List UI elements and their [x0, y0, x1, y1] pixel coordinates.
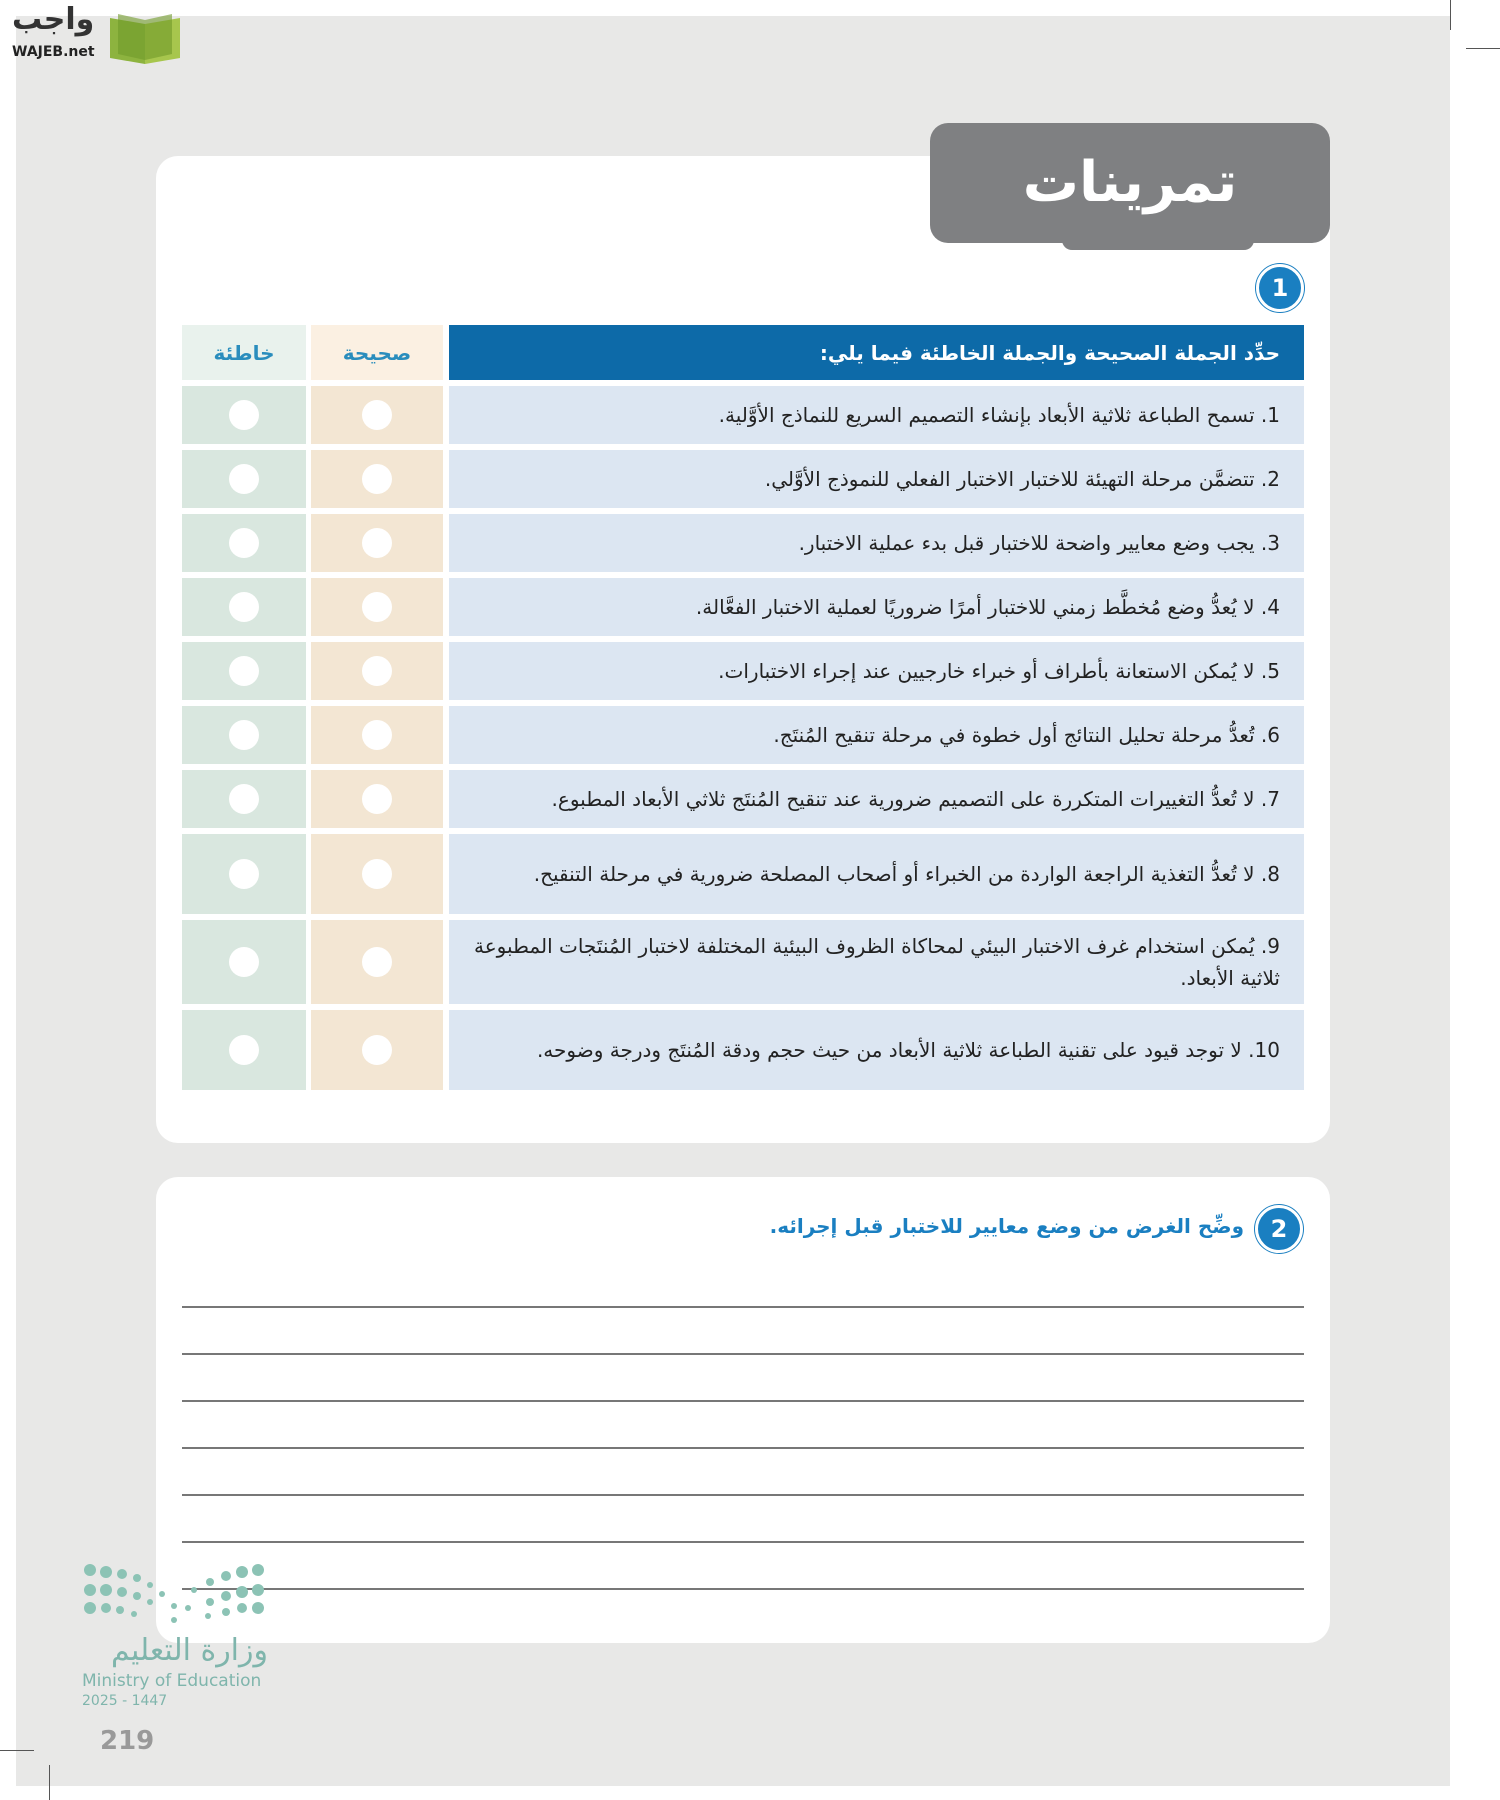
true-radio[interactable]: [362, 784, 392, 814]
exercise-2-card: [156, 1177, 1330, 1643]
year: 2025 - 1447: [82, 1693, 168, 1709]
wajeb-logo: [10, 2, 190, 66]
statement-text: 5. لا يُمكن الاستعانة بأطراف أو خبراء خارجيين عند إجراء الاختبارات.: [449, 642, 1304, 700]
exercise-1-badge: 1: [1256, 264, 1304, 312]
answer-line[interactable]: [182, 1541, 1304, 1543]
false-radio[interactable]: [229, 784, 259, 814]
answer-line[interactable]: [182, 1353, 1304, 1355]
ministry-name-en: Ministry of Education: [82, 1671, 262, 1691]
false-radio[interactable]: [229, 947, 259, 977]
false-radio[interactable]: [229, 400, 259, 430]
true-cell: [311, 1010, 443, 1090]
true-radio[interactable]: [362, 528, 392, 558]
page-number: 219: [100, 1726, 155, 1756]
false-cell: [182, 920, 306, 1004]
statement-text: 4. لا يُعدُّ وضع مُخطَّط زمني للاختبار أمرًا ضروريًا لعملية الاختبار الفعَّالة.: [449, 578, 1304, 636]
true-false-table: [182, 325, 1304, 1096]
answer-line[interactable]: [182, 1400, 1304, 1402]
true-cell: [311, 706, 443, 764]
true-radio[interactable]: [362, 1035, 392, 1065]
true-cell: [311, 834, 443, 914]
answer-line[interactable]: [182, 1588, 1304, 1590]
true-cell: [311, 578, 443, 636]
false-cell: [182, 834, 306, 914]
statement-row: [182, 834, 1304, 914]
statement-text: 10. لا توجد قيود على تقنية الطباعة ثلاثية الأبعاد من حيث حجم ودقة المُنتَج ودرجة وضوحه.: [449, 1010, 1304, 1090]
exercise-2-badge: 2: [1255, 1205, 1303, 1253]
false-radio[interactable]: [229, 464, 259, 494]
exercise-2-question: وضِّح الغرض من وضع معايير للاختبار قبل إجرائه.: [769, 1214, 1244, 1238]
title-tab: [930, 123, 1330, 243]
logo-sub: WAJEB.net: [12, 44, 95, 60]
statement-text: 9. يُمكن استخدام غرف الاختبار البيئي لمحاكاة الظروف البيئية المختلفة لاختبار المُنتَجات المطبوعة ثلاثية الأبعاد.: [449, 920, 1304, 1004]
false-radio[interactable]: [229, 859, 259, 889]
true-radio[interactable]: [362, 859, 392, 889]
true-cell: [311, 386, 443, 444]
false-radio[interactable]: [229, 720, 259, 750]
ministry-name-ar: وزارة التعليم: [110, 1633, 268, 1668]
crop-mark: [1450, 0, 1451, 30]
col-true-header: صحيحة: [311, 325, 443, 380]
answer-line[interactable]: [182, 1494, 1304, 1496]
false-radio[interactable]: [229, 1035, 259, 1065]
statement-text: 1. تسمح الطباعة ثلاثية الأبعاد بإنشاء التصميم السريع للنماذج الأوَّلية.: [449, 386, 1304, 444]
crop-mark: [49, 1765, 50, 1800]
statement-row: [182, 642, 1304, 700]
ministry-logo: [82, 1560, 282, 1710]
statement-text: 3. يجب وضع معايير واضحة للاختبار قبل بدء عملية الاختبار.: [449, 514, 1304, 572]
false-cell: [182, 1010, 306, 1090]
true-radio[interactable]: [362, 400, 392, 430]
statement-row: [182, 706, 1304, 764]
answer-line[interactable]: [182, 1306, 1304, 1308]
false-cell: [182, 706, 306, 764]
statement-row: [182, 386, 1304, 444]
crop-mark: [0, 1750, 34, 1751]
statement-row: [182, 770, 1304, 828]
true-cell: [311, 514, 443, 572]
ministry-dots-icon: [82, 1560, 268, 1624]
true-cell: [311, 642, 443, 700]
statement-text: 7. لا تُعدُّ التغييرات المتكررة على التصميم ضرورية عند تنقيح المُنتَج ثلاثي الأبعاد المطبوع.: [449, 770, 1304, 828]
false-cell: [182, 642, 306, 700]
statement-row: [182, 920, 1304, 1004]
true-radio[interactable]: [362, 592, 392, 622]
statement-row: [182, 514, 1304, 572]
col-false-header: خاطئة: [182, 325, 306, 380]
statement-row: [182, 578, 1304, 636]
table-header: [182, 325, 1304, 380]
logo-text: واجب: [12, 2, 95, 37]
crop-mark: [1466, 48, 1500, 49]
true-radio[interactable]: [362, 720, 392, 750]
false-cell: [182, 578, 306, 636]
false-cell: [182, 514, 306, 572]
true-radio[interactable]: [362, 947, 392, 977]
true-radio[interactable]: [362, 656, 392, 686]
false-radio[interactable]: [229, 592, 259, 622]
true-cell: [311, 770, 443, 828]
page-title: تمرينات: [1022, 150, 1238, 215]
statement-text: 2. تتضمَّن مرحلة التهيئة للاختبار الاختبار الفعلي للنموذج الأوَّلي.: [449, 450, 1304, 508]
true-radio[interactable]: [362, 464, 392, 494]
statement-text: 6. تُعدُّ مرحلة تحليل النتائج أول خطوة في مرحلة تنقيح المُنتَج.: [449, 706, 1304, 764]
false-radio[interactable]: [229, 656, 259, 686]
true-cell: [311, 450, 443, 508]
statement-row: [182, 1010, 1304, 1090]
true-cell: [311, 920, 443, 1004]
statement-row: [182, 450, 1304, 508]
false-radio[interactable]: [229, 528, 259, 558]
false-cell: [182, 386, 306, 444]
false-cell: [182, 450, 306, 508]
statement-text: 8. لا تُعدُّ التغذية الراجعة الواردة من الخبراء أو أصحاب المصلحة ضرورية في مرحلة التنقيح.: [449, 834, 1304, 914]
answer-line[interactable]: [182, 1447, 1304, 1449]
instruction: حدِّد الجملة الصحيحة والجملة الخاطئة فيما يلي:: [449, 325, 1304, 380]
false-cell: [182, 770, 306, 828]
